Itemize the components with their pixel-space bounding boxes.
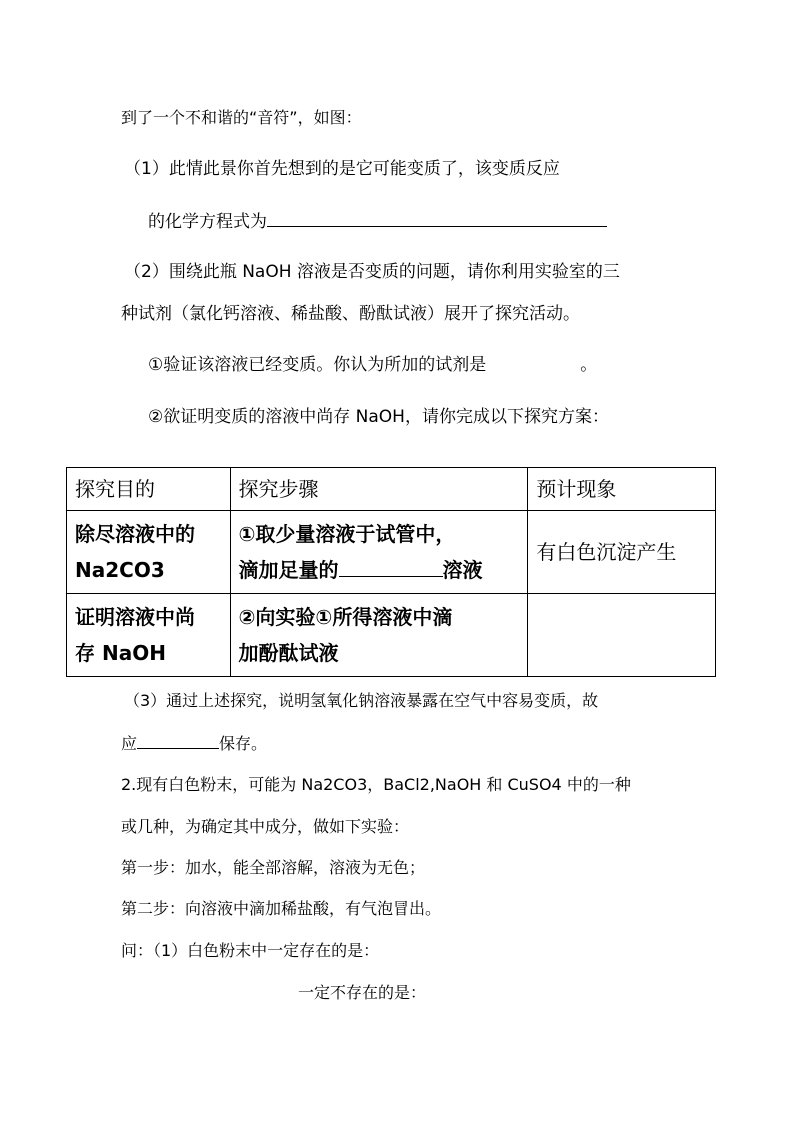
q2-step1: 第一步：加水，能全部溶解，溶液为无色； xyxy=(121,858,426,877)
sub1-period: 。 xyxy=(580,355,598,375)
intro-line: 到了一个不和谐的“音符”，如图： xyxy=(121,108,362,127)
q2-step2: 第二步：向溶液中滴加稀盐酸，有气泡冒出。 xyxy=(121,899,442,918)
row1-purpose-line2: Na2CO3 xyxy=(75,558,165,582)
sub1-text: ①验证该溶液已经变质。你认为所加的试剂是 xyxy=(148,355,487,375)
storage-answer-blank[interactable] xyxy=(137,732,219,749)
table-header-row xyxy=(67,468,716,511)
row2-purpose xyxy=(67,594,231,677)
row2-purpose-line2: 存 NaOH xyxy=(75,641,166,665)
row1-step-line2-post: 溶液 xyxy=(442,558,483,582)
part3-line1: （3）通过上述探究，说明氢氧化钠溶液暴露在空气中容易变质，故 xyxy=(124,691,599,710)
part1-line1: （1）此情此景你首先想到的是它可能变质了，该变质反应 xyxy=(124,159,560,179)
part3-line2-post: 保存。 xyxy=(219,734,268,753)
row1-step xyxy=(230,511,528,594)
q2-question2: 一定不存在的是： xyxy=(298,983,427,1002)
row1-purpose xyxy=(67,511,231,594)
part2-line1: （2）围绕此瓶 NaOH 溶液是否变质的问题，请你利用实验室的三 xyxy=(124,262,620,282)
equation-answer-blank[interactable] xyxy=(267,210,607,227)
row2-phenomenon[interactable] xyxy=(528,594,716,677)
q2-line2: 或几种，为确定其中成分，做如下实验： xyxy=(121,817,410,836)
row1-step-line2-pre: 滴加足量的 xyxy=(238,558,339,582)
header-purpose: 探究目的 xyxy=(67,468,231,511)
part1-line2-text: 的化学方程式为 xyxy=(148,212,267,232)
part3-line2 xyxy=(121,732,267,755)
part2-line2: 种试剂（氯化钙溶液、稀盐酸、酚酞试液）展开了探究活动。 xyxy=(121,304,580,324)
q2-line1: 2.现有白色粉末，可能为 Na2CO3，BaCl2,NaOH 和 CuSO4 中的一种 xyxy=(121,775,631,794)
inquiry-table xyxy=(66,467,716,677)
row1-step-line2 xyxy=(239,552,520,588)
sub1-line xyxy=(148,354,597,376)
row2-step-line1: ②向实验①所得溶液中滴 xyxy=(238,605,453,629)
header-steps: 探究步骤 xyxy=(230,468,528,511)
reagent-cell-blank[interactable] xyxy=(339,558,443,577)
row2-step xyxy=(230,594,528,677)
table-row xyxy=(67,594,716,677)
row1-phenomenon: 有白色沉淀产生 xyxy=(528,511,716,594)
table-row xyxy=(67,511,716,594)
row1-purpose-line1: 除尽溶液中的 xyxy=(75,522,195,546)
row1-step-line1: ①取少量溶液于试管中， xyxy=(238,522,456,546)
header-phenomenon: 预计现象 xyxy=(528,468,716,511)
sub2-line: ②欲证明变质的溶液中尚存 NaOH，请你完成以下探究方案： xyxy=(148,407,609,427)
row2-step-line2: 加酚酞试液 xyxy=(238,641,339,665)
part3-line2-pre: 应 xyxy=(121,734,138,753)
row2-purpose-line1: 证明溶液中尚 xyxy=(75,605,195,629)
part1-line2 xyxy=(148,210,607,233)
q2-question1: 问：（1）白色粉末中一定存在的是： xyxy=(121,941,380,960)
